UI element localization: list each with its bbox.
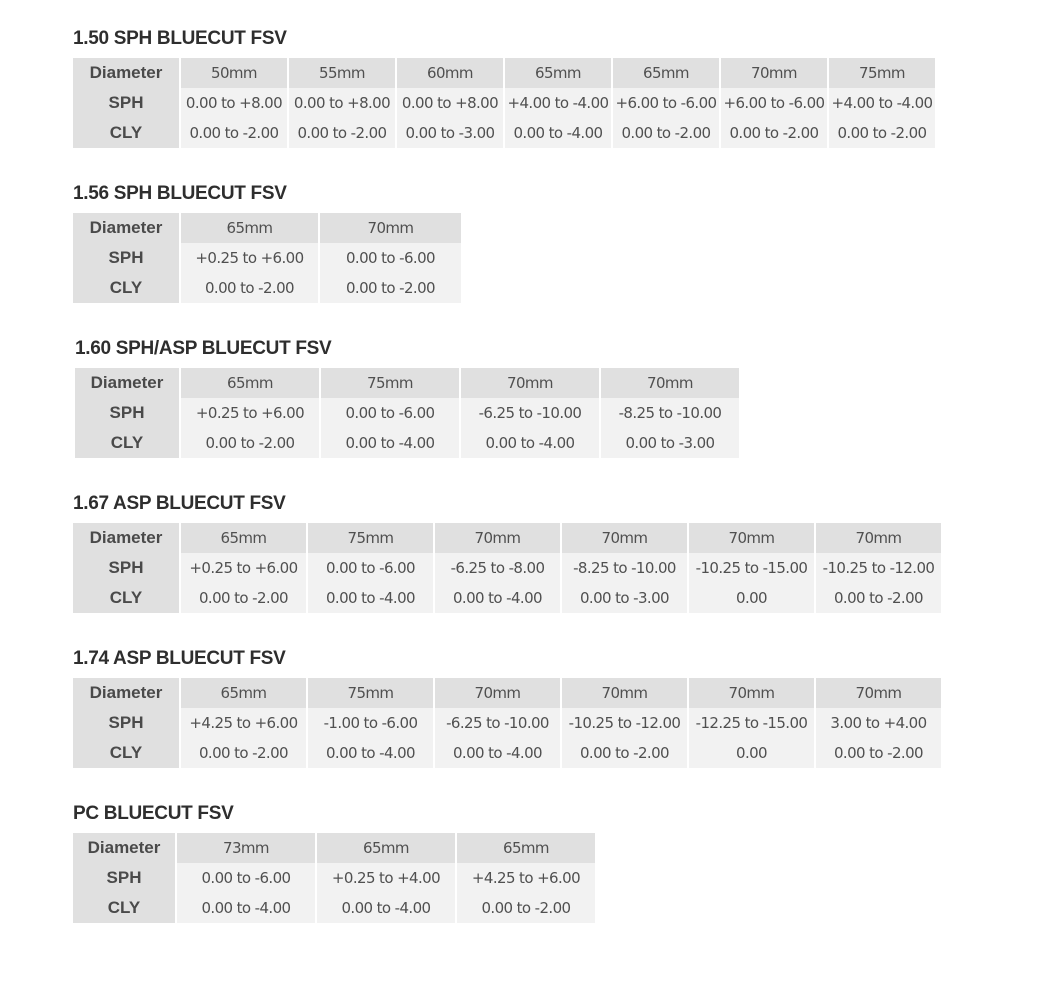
cly-cell: 0.00 to -2.00 bbox=[457, 893, 595, 923]
row-label-cly: CLY bbox=[75, 428, 179, 458]
cly-cell: 0.00 to -4.00 bbox=[317, 893, 455, 923]
diameter-cell: 65mm bbox=[613, 58, 719, 88]
row-label-sph: SPH bbox=[75, 398, 179, 428]
section-167-asp bbox=[73, 491, 943, 613]
spec-table bbox=[71, 58, 937, 148]
diameter-row bbox=[75, 368, 739, 398]
diameter-cell: 70mm bbox=[435, 523, 560, 553]
row-label-diameter: Diameter bbox=[73, 213, 179, 243]
diameter-cell: 70mm bbox=[601, 368, 739, 398]
diameter-cell: 65mm bbox=[317, 833, 455, 863]
diameter-cell: 70mm bbox=[689, 678, 814, 708]
section-150-sph bbox=[73, 26, 937, 148]
diameter-cell: 70mm bbox=[689, 523, 814, 553]
diameter-cell: 65mm bbox=[181, 368, 319, 398]
section-174-asp bbox=[73, 646, 943, 768]
cly-cell: 0.00 to -4.00 bbox=[505, 118, 611, 148]
sph-cell: -8.25 to -10.00 bbox=[601, 398, 739, 428]
spec-table bbox=[73, 368, 741, 458]
row-label-cly: CLY bbox=[73, 893, 175, 923]
row-label-diameter: Diameter bbox=[73, 58, 179, 88]
diameter-cell: 70mm bbox=[435, 678, 560, 708]
cly-row bbox=[73, 583, 941, 613]
cly-cell: 0.00 bbox=[689, 738, 814, 768]
sph-cell: -10.25 to -15.00 bbox=[689, 553, 814, 583]
sph-row bbox=[73, 863, 595, 893]
section-title: 1.60 SPH/ASP BLUECUT FSV bbox=[75, 338, 332, 359]
sph-cell: +4.00 to -4.00 bbox=[829, 88, 935, 118]
diameter-row bbox=[73, 58, 935, 88]
row-label-diameter: Diameter bbox=[73, 523, 179, 553]
spec-table bbox=[71, 678, 943, 768]
cly-row bbox=[73, 118, 935, 148]
diameter-cell: 70mm bbox=[562, 678, 687, 708]
cly-cell: 0.00 to -2.00 bbox=[816, 738, 941, 768]
cly-cell: 0.00 to -4.00 bbox=[461, 428, 599, 458]
cly-cell: 0.00 to -2.00 bbox=[562, 738, 687, 768]
section-title: 1.56 SPH BLUECUT FSV bbox=[73, 183, 287, 204]
diameter-cell: 70mm bbox=[816, 678, 941, 708]
sph-cell: +6.00 to -6.00 bbox=[721, 88, 827, 118]
row-label-cly: CLY bbox=[73, 583, 179, 613]
sph-cell: 0.00 to +8.00 bbox=[289, 88, 395, 118]
diameter-cell: 70mm bbox=[721, 58, 827, 88]
section-title: 1.74 ASP BLUECUT FSV bbox=[73, 648, 286, 669]
sph-cell: -1.00 to -6.00 bbox=[308, 708, 433, 738]
row-label-sph: SPH bbox=[73, 553, 179, 583]
cly-row bbox=[75, 428, 739, 458]
diameter-cell: 75mm bbox=[321, 368, 459, 398]
section-title: 1.67 ASP BLUECUT FSV bbox=[73, 493, 286, 514]
cly-cell: 0.00 to -2.00 bbox=[829, 118, 935, 148]
cly-cell: 0.00 to -2.00 bbox=[320, 273, 461, 303]
cly-cell: 0.00 to -2.00 bbox=[613, 118, 719, 148]
cly-row bbox=[73, 738, 941, 768]
spec-table bbox=[71, 833, 597, 923]
diameter-cell: 65mm bbox=[457, 833, 595, 863]
section-156-sph bbox=[73, 181, 463, 303]
cly-cell: 0.00 to -2.00 bbox=[181, 738, 306, 768]
section-160-asp bbox=[75, 336, 741, 458]
sph-row bbox=[73, 708, 941, 738]
cly-cell: 0.00 to -4.00 bbox=[177, 893, 315, 923]
row-label-sph: SPH bbox=[73, 708, 179, 738]
diameter-row bbox=[73, 523, 941, 553]
sph-cell: -8.25 to -10.00 bbox=[562, 553, 687, 583]
row-label-diameter: Diameter bbox=[73, 678, 179, 708]
cly-cell: 0.00 to -4.00 bbox=[435, 738, 560, 768]
cly-cell: 0.00 to -3.00 bbox=[601, 428, 739, 458]
cly-cell: 0.00 to -2.00 bbox=[181, 118, 287, 148]
row-label-cly: CLY bbox=[73, 273, 179, 303]
sph-cell: +0.25 to +6.00 bbox=[181, 553, 306, 583]
diameter-cell: 70mm bbox=[562, 523, 687, 553]
sph-cell: -10.25 to -12.00 bbox=[816, 553, 941, 583]
sph-cell: -6.25 to -10.00 bbox=[435, 708, 560, 738]
diameter-cell: 50mm bbox=[181, 58, 287, 88]
cly-cell: 0.00 to -3.00 bbox=[562, 583, 687, 613]
cly-cell: 0.00 to -4.00 bbox=[435, 583, 560, 613]
sph-cell: -6.25 to -8.00 bbox=[435, 553, 560, 583]
diameter-cell: 65mm bbox=[181, 213, 318, 243]
diameter-row bbox=[73, 678, 941, 708]
diameter-cell: 60mm bbox=[397, 58, 503, 88]
cly-cell: 0.00 to -4.00 bbox=[308, 738, 433, 768]
cly-cell: 0.00 to -2.00 bbox=[816, 583, 941, 613]
sph-cell: 0.00 to +8.00 bbox=[181, 88, 287, 118]
section-title: 1.50 SPH BLUECUT FSV bbox=[73, 28, 287, 49]
cly-cell: 0.00 to -4.00 bbox=[308, 583, 433, 613]
sph-cell: +4.00 to -4.00 bbox=[505, 88, 611, 118]
diameter-row bbox=[73, 213, 461, 243]
sph-cell: 0.00 to -6.00 bbox=[177, 863, 315, 893]
diameter-cell: 55mm bbox=[289, 58, 395, 88]
sph-cell: 0.00 to -6.00 bbox=[320, 243, 461, 273]
sph-cell: 3.00 to +4.00 bbox=[816, 708, 941, 738]
diameter-cell: 70mm bbox=[320, 213, 461, 243]
cly-cell: 0.00 to -4.00 bbox=[321, 428, 459, 458]
sph-cell: +0.25 to +4.00 bbox=[317, 863, 455, 893]
sph-row bbox=[73, 243, 461, 273]
row-label-cly: CLY bbox=[73, 118, 179, 148]
sph-cell: 0.00 to -6.00 bbox=[308, 553, 433, 583]
sph-cell: +4.25 to +6.00 bbox=[457, 863, 595, 893]
sph-cell: -6.25 to -10.00 bbox=[461, 398, 599, 428]
cly-cell: 0.00 to -2.00 bbox=[721, 118, 827, 148]
sph-row bbox=[73, 553, 941, 583]
sph-cell: -10.25 to -12.00 bbox=[562, 708, 687, 738]
section-pc bbox=[73, 801, 597, 923]
spec-table bbox=[71, 213, 463, 303]
diameter-row bbox=[73, 833, 595, 863]
cly-row bbox=[73, 893, 595, 923]
cly-cell: 0.00 to -2.00 bbox=[289, 118, 395, 148]
row-label-sph: SPH bbox=[73, 243, 179, 273]
diameter-cell: 65mm bbox=[181, 678, 306, 708]
row-label-sph: SPH bbox=[73, 863, 175, 893]
diameter-cell: 75mm bbox=[308, 678, 433, 708]
row-label-cly: CLY bbox=[73, 738, 179, 768]
sph-cell: 0.00 to -6.00 bbox=[321, 398, 459, 428]
diameter-cell: 70mm bbox=[816, 523, 941, 553]
row-label-diameter: Diameter bbox=[73, 833, 175, 863]
diameter-cell: 75mm bbox=[308, 523, 433, 553]
diameter-cell: 65mm bbox=[181, 523, 306, 553]
diameter-cell: 75mm bbox=[829, 58, 935, 88]
sph-cell: -12.25 to -15.00 bbox=[689, 708, 814, 738]
cly-cell: 0.00 bbox=[689, 583, 814, 613]
sph-cell: +0.25 to +6.00 bbox=[181, 243, 318, 273]
sph-cell: +0.25 to +6.00 bbox=[181, 398, 319, 428]
sph-cell: 0.00 to +8.00 bbox=[397, 88, 503, 118]
sph-cell: +6.00 to -6.00 bbox=[613, 88, 719, 118]
sph-row bbox=[73, 88, 935, 118]
cly-cell: 0.00 to -3.00 bbox=[397, 118, 503, 148]
diameter-cell: 65mm bbox=[505, 58, 611, 88]
row-label-diameter: Diameter bbox=[75, 368, 179, 398]
cly-row bbox=[73, 273, 461, 303]
cly-cell: 0.00 to -2.00 bbox=[181, 428, 319, 458]
row-label-sph: SPH bbox=[73, 88, 179, 118]
diameter-cell: 73mm bbox=[177, 833, 315, 863]
sph-cell: +4.25 to +6.00 bbox=[181, 708, 306, 738]
spec-table bbox=[71, 523, 943, 613]
section-title: PC BLUECUT FSV bbox=[73, 803, 234, 824]
cly-cell: 0.00 to -2.00 bbox=[181, 583, 306, 613]
sph-row bbox=[75, 398, 739, 428]
cly-cell: 0.00 to -2.00 bbox=[181, 273, 318, 303]
diameter-cell: 70mm bbox=[461, 368, 599, 398]
